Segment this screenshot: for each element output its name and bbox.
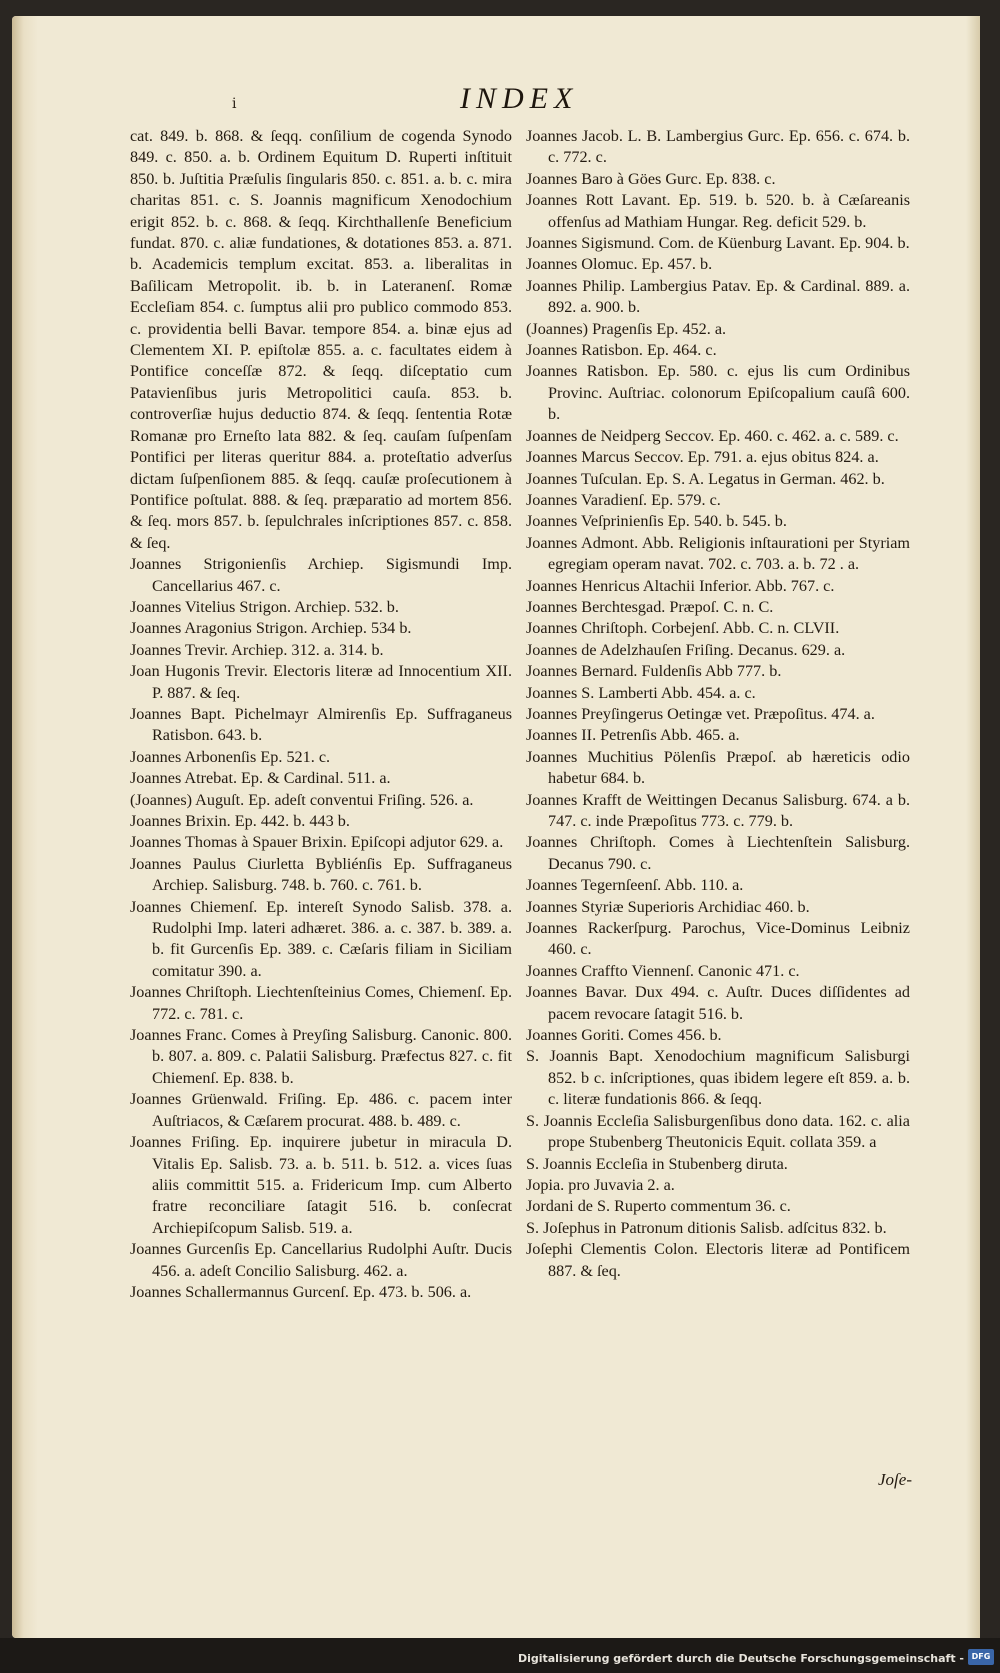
index-entry: Joannes Varadienſ. Ep. 579. c. (526, 490, 721, 509)
index-entry: Joannes Krafft de Weittingen Decanus Salisburg. 674. a b. 747. c. inde Præpoſitus 773. c. 779. b. (526, 790, 910, 830)
index-entry: Joſephi Clementis Colon. Electoris literæ ad Pontificem 887. & ſeq. (526, 1240, 910, 1280)
index-entry: Joannes Craffto Viennenſ. Canonic 471. c. (526, 961, 800, 980)
index-entry: Joannes Trevir. Archiep. 312. a. 314. b. (130, 640, 384, 659)
index-entry: Joannes Chiemenſ. Ep. intereſt Synodo Salisb. 378. a. Rudolphi Imp. lateri adhæret. 386. a. c. 387. b. 389. a. b. fit Gurcenſis Ep. 389. c. Cæſaris filiam in Siciliam comitatur 390. a. (130, 897, 512, 980)
index-entry: S. Joſephus in Patronum ditionis Salisb. adſcitus 832. b. (526, 1218, 887, 1237)
index-entry: S. Joannis Bapt. Xenodochium magnificum Salisburgi 852. b c. inſcriptiones, quas ibidem legere eſt 859. a. b. c. literæ fundationis 866. & ſeqq. (526, 1047, 910, 1109)
index-entry: Joannes Thomas à Spauer Brixin. Epiſcopi adjutor 629. a. (130, 833, 504, 852)
index-entry: Joannes Bernard. Fuldenſis Abb 777. b. (526, 662, 782, 681)
index-entry: Joannes Rott Lavant. Ep. 519. b. 520. b. à Cæſareanis offenſus ad Mathiam Hungar. Reg. deficit 529. b. (526, 191, 910, 231)
index-entry: Joannes Tegernſeenſ. Abb. 110. a. (526, 876, 744, 895)
index-entry: Joannes S. Lamberti Abb. 454. a. c. (526, 683, 756, 702)
index-entry: Joannes Brixin. Ep. 442. b. 443 b. (130, 812, 350, 830)
index-entry: Joannes Gurcenſis Ep. Cancellarius Rudolphi Auſtr. Ducis 456. a. adeſt Concilio Salisburg. 462. a. (130, 1240, 512, 1280)
index-entry: Joannes de Adelzhauſen Friſing. Decanus. 629. a. (526, 640, 846, 659)
index-entry: Jopia. pro Juvavia 2. a. (526, 1175, 675, 1194)
index-entry: Joannes Preyſingerus Oetingæ vet. Præpoſitus. 474. a. (526, 704, 875, 723)
index-entry: Joannes Marcus Seccov. Ep. 791. a. ejus obitus 824. a. (526, 448, 879, 467)
index-entry: Joannes Franc. Comes à Preyſing Salisburg. Canonic. 800. b. 807. a. 809. c. Palatii Salisburg. Præfectus 827. c. fit Chiemenſ. Ep. 838. b. (130, 1026, 512, 1087)
index-entry: Joan Hugonis Trevir. Electoris literæ ad Innocentium XII. P. 887. & ſeq. (130, 662, 512, 702)
index-entry: Joannes Olomuc. Ep. 457. b. (526, 255, 713, 274)
index-entry: S. Joannis Eccleſia Salisburgenſibus dono data. 162. c. alia prope Stubenberg Theutonicis Equit. collata 359. a (526, 1111, 910, 1152)
index-entry: Joannes Bavar. Dux 494. c. Auſtr. Duces diſſidentes ad pacem revocare ſatagit 516. b. (526, 983, 910, 1023)
index-entry: Joannes Friſing. Ep. inquirere jubetur in miracula D. Vitalis Ep. Salisb. 73. a. b. 511. b. 512. a. vices ſuas aliis committit 515. a. Fridericum Imp. cum Alberto fratre reconciliare ſatagit 516. b. conſecrat Archiepiſcopum Salisb. 519. a. (130, 1133, 512, 1237)
index-entry: (Joannes) Auguſt. Ep. adeſt conventui Friſing. 526. a. (130, 790, 474, 809)
index-entry: S. Joannis Eccleſia in Stubenberg diruta. (526, 1154, 788, 1173)
header-mark: i (232, 96, 237, 112)
left-index-column (130, 126, 512, 1303)
index-entry: Joannes Chriſtoph. Comes à Liechtenſtein Salisburg. Decanus 790. c. (526, 833, 910, 873)
index-entry: Joannes Aragonius Strigon. Archiep. 534 b. (130, 619, 412, 638)
index-entry: Joannes Rackerſpurg. Parochus, Vice-Dominus Leibniz 460. c. (526, 919, 910, 959)
page-edge (966, 16, 980, 1638)
index-entry: (Joannes) Pragenſis Ep. 452. a. (526, 319, 727, 338)
index-entry: Joannes de Neidperg Seccov. Ep. 460. c. 462. a. c. 589. c. (526, 426, 899, 445)
index-entry: Joannes Grüenwald. Friſing. Ep. 486. c. pacem inter Auſtriacos, & Cæſarem procurat. 488. b. 489. c. (130, 1090, 512, 1130)
index-entry: Joannes Atrebat. Ep. & Cardinal. 511. a. (130, 769, 391, 788)
index-entry: Joannes Philip. Lambergius Patav. Ep. & Cardinal. 889. a. 892. a. 900. b. (526, 276, 910, 317)
footer-bar (0, 1638, 1000, 1673)
index-entry: Joannes Henricus Altachii Inferior. Abb. 767. c. (526, 576, 835, 595)
index-entry: Joannes Arbonenſis Ep. 521. c. (130, 747, 331, 766)
index-entry: Jordani de S. Ruperto commentum 36. c. (526, 1197, 791, 1216)
index-entry: Joannes Sigismund. Com. de Küenburg Lavant. Ep. 904. b. (526, 234, 910, 253)
index-entry: Joannes Chriſtoph. Liechtenſteinius Comes, Chiemenſ. Ep. 772. c. 781. c. (130, 983, 512, 1023)
index-entry: Joannes Admont. Abb. Religionis inſtaurationi per Styriam egregiam operam navat. 702. c. 703. a. b. 72 . a. (526, 533, 910, 574)
footer-credit: Digitalisierung gefördert durch die Deutsche Forschungsgemeinschaft - (517, 1652, 964, 1665)
index-entry: Joannes Veſprinienſis Ep. 540. b. 545. b. (526, 512, 787, 531)
index-entry: Joannes Ratisbon. Ep. 464. c. (526, 341, 717, 360)
index-entry: Joannes II. Petrenſis Abb. 465. a. (526, 726, 740, 745)
index-entry: Joannes Baro à Göes Gurc. Ep. 838. c. (526, 169, 776, 188)
index-entry: Joannes Tuſculan. Ep. S. A. Legatus in German. 462. b. (526, 469, 885, 488)
page-title: INDEX (460, 82, 579, 115)
catchword: Joſe- (878, 1470, 912, 1489)
index-entry: Joannes Vitelius Strigon. Archiep. 532. b. (130, 597, 399, 616)
index-entry: Joannes Jacob. L. B. Lambergius Gurc. Ep. 656. c. 674. b. c. 772. c. (526, 127, 910, 167)
page-gutter (12, 16, 38, 1638)
index-entry: Joannes Goriti. Comes 456. b. (526, 1026, 722, 1045)
index-entry: Joannes Strigonienſis Archiep. Sigismundi Imp. Cancellarius 467. c. (130, 555, 512, 595)
right-index-column (526, 126, 910, 1282)
index-entry: Joannes Berchtesgad. Præpoſ. C. n. C. (526, 597, 774, 616)
index-entry: cat. 849. b. 868. & ſeqq. conſilium de cogenda Synodo 849. c. 850. a. b. Ordinem Equitum D. Ruperti inſtituit 850. b. Juſtitia Præſulis ſingularis 850. c. 851. a. b. c. mira charitas 851. c. S. Joannis magnificum Xenodochium erigit 852. b. c. 868. & ſeqq. Kirchthallenſe Beneficium fundat. 870. c. aliæ fundationes, & dotationes 853. a. 871. b. Academicis templum excitat. 853. a. liberalitas in Baſilicam Metropolit. ib. b. in Lateranenſ. Romæ Eccleſiam 854. c. ſumptus alii pro publico commodo 853. c. providentia belli Bavar. tempore 854. a. binæ ejus ad Clementem XI. P. epiſtolæ 855. a. c. facultates eidem à Pontifice conceſſæ 872. & ſeqq. diſceptatio cum Patavienſibus juris Metropolitici cauſa. 853. b. controverſiæ hujus deductio 874. & ſeqq. ſententia Rotæ Romanæ pro Erneſto lata 882. & ſeq. cauſam ſuſpenſam Pontifici per literas queritur 884. a. proteſtatio adverſus dictam ſuſpenſionem 885. & ſeqq. cauſæ proſecutionem à Pontifice poſtulat. 888. & ſeq. præparatio ad mortem 856. & ſeq. mors 857. b. ſepulchrales inſcriptiones 857. c. 858. & ſeq. (130, 127, 512, 552)
index-entry: Joannes Styriæ Superioris Archidiac 460. b. (526, 897, 810, 916)
index-entry: Joannes Ratisbon. Ep. 580. c. ejus lis cum Ordinibus Provinc. Auſtriac. colonorum Epiſcopalium cauſâ 600. b. (526, 362, 910, 424)
index-entry: Joannes Chriſtoph. Corbejenſ. Abb. C. n. CLVII. (526, 619, 840, 638)
index-entry: Joannes Schallermannus Gurcenſ. Ep. 473. b. 506. a. (130, 1282, 472, 1301)
index-entry: Joannes Paulus Ciurletta Bybliénſis Ep. Suffraganeus Archiep. Salisburg. 748. b. 760. c. 761. b. (130, 854, 512, 895)
index-entry: Joannes Muchitius Pölenſis Præpoſ. ab hæreticis odio habetur 684. b. (526, 747, 910, 788)
index-entry: Joannes Bapt. Pichelmayr Almirenſis Ep. Suffraganeus Ratisbon. 643. b. (130, 704, 512, 745)
dfg-logo[interactable]: DFG (968, 1649, 994, 1665)
